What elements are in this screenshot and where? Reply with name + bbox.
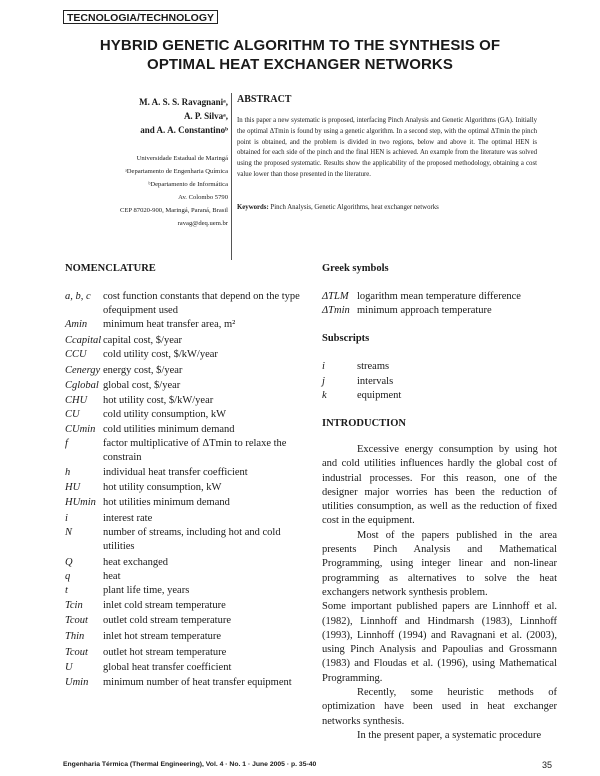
definition: plant life time, years xyxy=(103,585,190,596)
definition: global heat transfer coefficient xyxy=(103,662,232,673)
gk-row xyxy=(322,304,552,318)
symbol: i xyxy=(65,513,68,524)
definition: minimum heat transfer area, m² xyxy=(103,319,236,330)
author-email[interactable]: ravag@deq.uem.br xyxy=(177,220,228,227)
affiliation-line: Universidade Estadual de Maringá xyxy=(136,155,228,162)
sub-row xyxy=(322,375,552,389)
affiliation-line: Av. Colombo 5790 xyxy=(178,194,228,201)
section-tag: TECNOLOGIA/TECHNOLOGY xyxy=(63,10,218,24)
symbol: CU xyxy=(65,409,80,420)
author: and A. A. Constantinoᵇ xyxy=(140,125,228,135)
page-number: 35 xyxy=(541,760,552,770)
author: M. A. S. S. Ravagnaniᵃ, xyxy=(139,97,228,107)
keywords xyxy=(237,204,537,211)
affiliation-line: CEP 87020-900, Maringá, Paraná, Brasil xyxy=(120,207,228,214)
definition: factor multiplicative of ΔTmin to relaxe the constrain xyxy=(103,438,287,463)
symbol: a, b, c xyxy=(65,291,91,302)
subscripts-heading: Subscripts xyxy=(322,333,370,344)
definition: cold utility cost, $/kW/year xyxy=(103,349,218,360)
symbol: Cglobal xyxy=(65,380,99,391)
symbol: f xyxy=(65,438,68,449)
symbol: ΔTmin xyxy=(322,305,350,316)
author: A. P. Silvaᵃ, xyxy=(183,111,228,121)
introduction-body xyxy=(322,443,557,743)
definition: outlet cold stream temperature xyxy=(103,615,231,626)
nom-row xyxy=(65,408,305,422)
symbol: Q xyxy=(65,557,73,568)
definition: heat exchanged xyxy=(103,557,169,568)
symbol: CHU xyxy=(65,395,88,406)
nom-row xyxy=(65,614,305,628)
symbol: CCU xyxy=(65,349,87,360)
definition: individual heat transfer coefficient xyxy=(103,467,248,478)
nom-row xyxy=(65,481,305,495)
column-divider xyxy=(231,93,232,260)
definition: global cost, $/year xyxy=(103,380,181,391)
author-list xyxy=(139,95,228,137)
paragraph: Some important published papers are Linnhoff et al. (1982), Linnhoff and Hindmarsh (1983), Linnhoff (1993), Linnhoff (1994) and Ravagnani et al. (2003), using Pinch Analysis and Papoulias and Grossmann (1983) and Floudas et al. (1996), using Mathematical Programming. xyxy=(322,601,557,684)
nom-row xyxy=(65,570,305,584)
nom-row xyxy=(65,556,305,570)
definition: streams xyxy=(357,361,390,372)
introduction-heading: INTRODUCTION xyxy=(322,418,407,429)
nom-row xyxy=(65,661,305,675)
keywords-list: Pinch Analysis, Genetic Algorithms, heat exchanger networks xyxy=(270,204,439,211)
definition: equipment xyxy=(357,390,402,401)
symbol: Tcin xyxy=(65,600,83,611)
symbol: Ccapital xyxy=(65,335,102,346)
definition: heat xyxy=(103,571,121,582)
definition: logarithm mean temperature difference xyxy=(357,291,521,302)
nomenclature-heading: NOMENCLATURE xyxy=(65,263,156,274)
title-line-1: HYBRID GENETIC ALGORITHM TO THE SYNTHESIS OF xyxy=(99,37,501,54)
symbol: q xyxy=(65,571,71,582)
definition: outlet hot stream temperature xyxy=(103,647,227,658)
definition: number of streams, including hot and cold utilities xyxy=(103,527,281,552)
nom-row xyxy=(65,394,305,408)
nom-row xyxy=(65,334,305,348)
symbol: k xyxy=(322,390,327,401)
nom-row xyxy=(65,496,305,510)
symbol: U xyxy=(65,662,73,673)
nom-row xyxy=(65,423,305,437)
nom-row xyxy=(65,318,305,332)
paragraph: Most of the papers published in the area presents Pinch Analysis and Mathematical Programming, using integer linear and non-linear programming as alternatives to solve the heat exchangers network synthesis problem. xyxy=(322,529,557,598)
definition: minimum approach temperature xyxy=(357,305,492,316)
abstract-body: In this paper a new systematic is proposed, interfacing Pinch Analysis and Genetic Algorithms (GA). Initially the optimal ΔTmin is found by using a genetic algorithm. In a second step, with the optimal ΔTmin the pinch point is obtained, and the problem is divided in two regions, below and above it. The optimal HEN is obtained for each side of the pinch and the final HEN is achieved. An example from the literature was solved using the proposed systematic. Results show the applicability of the proposed methodology, obtaining a cost value lower than those presented in the literature. xyxy=(237,117,537,178)
symbol: CUmin xyxy=(65,424,96,435)
nom-row xyxy=(65,512,305,526)
keywords-label: Keywords: xyxy=(237,204,269,211)
definition: cold utilities minimum demand xyxy=(103,424,235,435)
nom-row xyxy=(65,676,305,690)
symbol: HU xyxy=(65,482,81,493)
definition: capital cost, $/year xyxy=(103,335,183,346)
definition: cost function constants that depend on the type ofequipment used xyxy=(103,291,300,316)
definition: hot utilities minimum demand xyxy=(103,497,230,508)
sub-row xyxy=(322,360,552,374)
symbol: HUmin xyxy=(65,497,96,508)
definition: inlet cold stream temperature xyxy=(103,600,226,611)
paragraph: Excessive energy consumption by using hot and cold utilities influences hardly the global cost of industrial processes. For this reason, one of the designer major worries has been the reduction of utilities consumption, as well as the reduction of fixed cost in the equipment. xyxy=(322,444,557,527)
definition: hot utility cost, $/kW/year xyxy=(103,395,214,406)
symbol: Tcout xyxy=(65,615,88,626)
definition: inlet hot stream temperature xyxy=(103,631,222,642)
definition: cold utility consumption, kW xyxy=(103,409,227,420)
abstract-heading: ABSTRACT xyxy=(237,94,292,105)
nom-row xyxy=(65,630,305,644)
nom-row xyxy=(65,466,305,480)
symbol: t xyxy=(65,585,68,596)
symbol: i xyxy=(322,361,325,372)
nom-row xyxy=(65,646,305,660)
symbol: N xyxy=(65,527,73,538)
gk-row xyxy=(322,290,552,304)
symbol: j xyxy=(322,376,325,387)
title-line-2: OPTIMAL HEAT EXCHANGER NETWORKS xyxy=(147,56,453,73)
nom-row xyxy=(65,379,305,393)
affiliation-line: ᵇDepartamento de Informática xyxy=(148,181,228,188)
journal-footer: Engenharia Térmica (Thermal Engineering), Vol. 4 · No. 1 · June 2005 · p. 35-40 xyxy=(63,761,317,768)
nom-row xyxy=(65,526,305,553)
definition: energy cost, $/year xyxy=(103,365,183,376)
symbol: Tcout xyxy=(65,647,88,658)
paragraph: In the present paper, a systematic procedure xyxy=(357,729,542,741)
definition: minimum number of heat transfer equipment xyxy=(103,677,292,688)
definition: hot utility consumption, kW xyxy=(103,482,222,493)
symbol: Cenergy xyxy=(65,365,101,376)
symbol: Amin xyxy=(65,319,88,330)
definition: interest rate xyxy=(103,513,153,524)
nom-row xyxy=(65,584,305,598)
symbol: Umin xyxy=(65,677,89,688)
definition: intervals xyxy=(357,376,394,387)
paragraph: Recently, some heuristic methods of optimization have been used in heat exchanger networks synthesis. xyxy=(322,687,557,727)
affiliation xyxy=(120,152,228,230)
paper-title xyxy=(60,36,540,74)
nom-row xyxy=(65,364,305,378)
symbol: ΔTLM xyxy=(322,291,349,302)
greek-heading: Greek symbols xyxy=(322,263,389,274)
symbol: Thin xyxy=(65,631,85,642)
nom-row xyxy=(65,599,305,613)
symbol: h xyxy=(65,467,71,478)
nom-row xyxy=(65,437,305,464)
affiliation-line: ᵃDepartamento de Engenharia Química xyxy=(124,168,228,175)
nom-row xyxy=(65,290,305,317)
nom-row xyxy=(65,348,305,362)
sub-row xyxy=(322,389,552,403)
